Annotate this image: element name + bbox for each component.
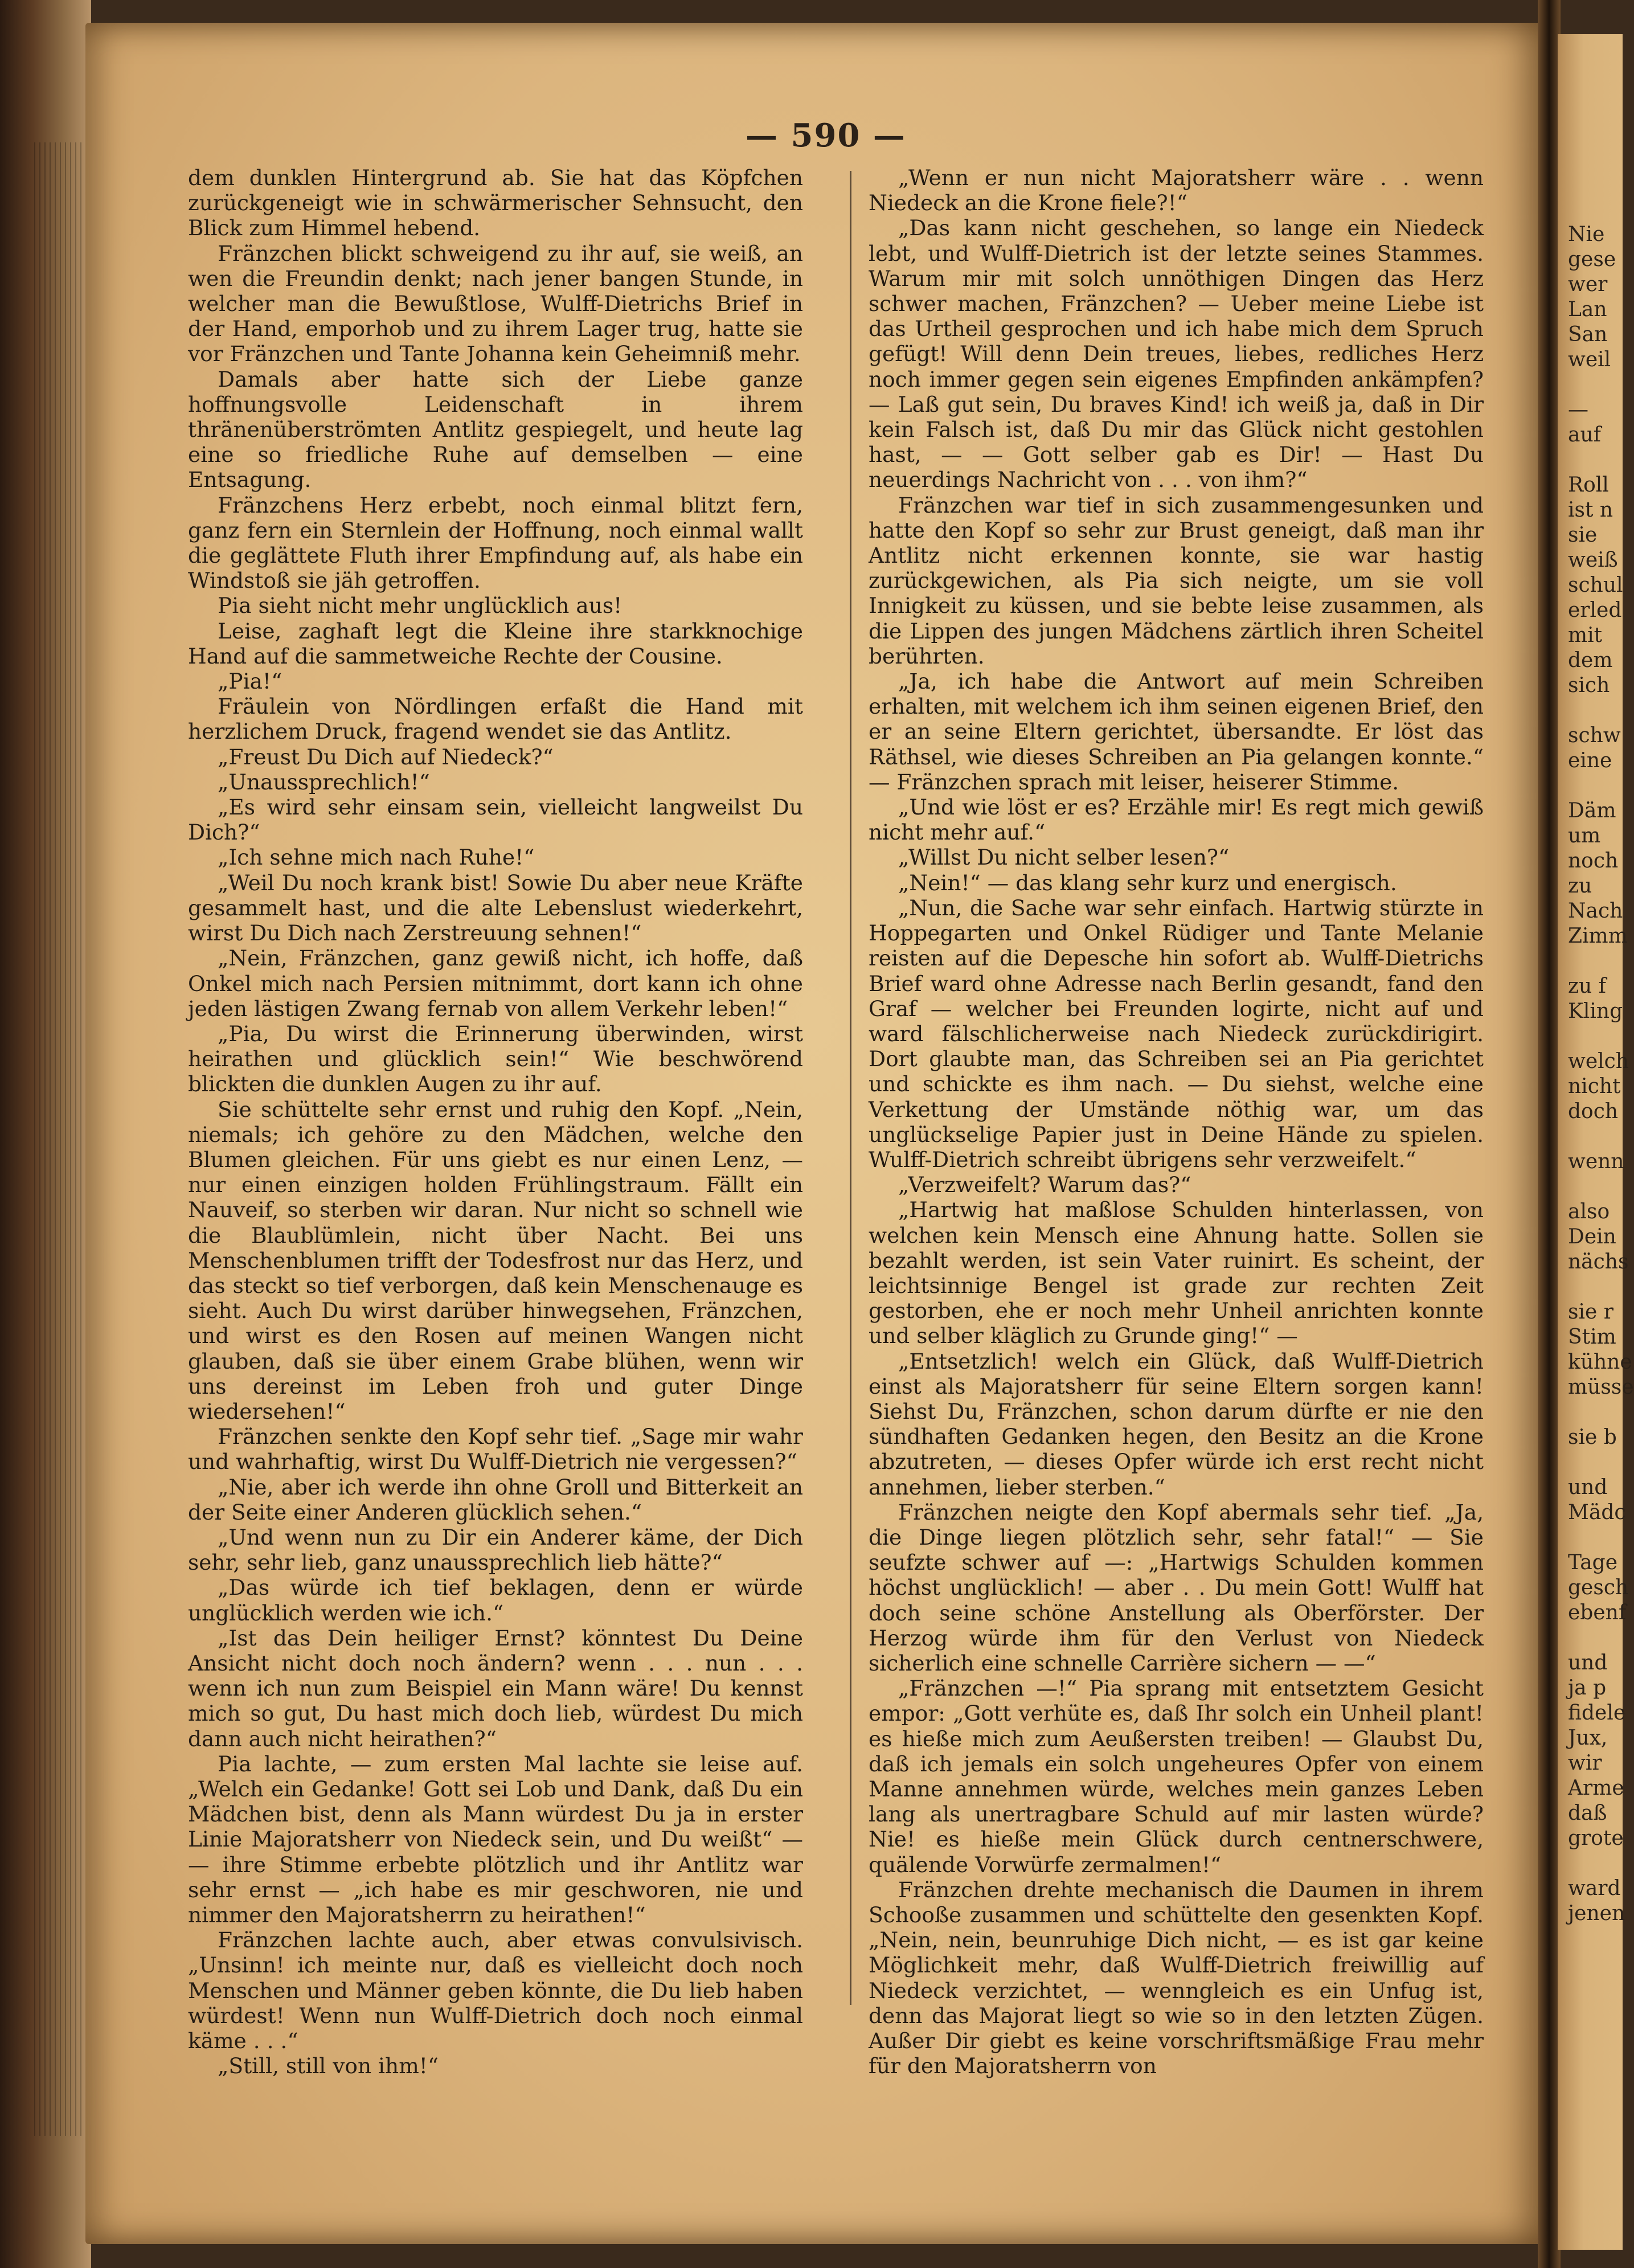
paragraph: „Pia!“ — [218, 669, 282, 694]
word-fragment: Nach — [1568, 899, 1623, 923]
word-fragment: sie — [1568, 523, 1598, 547]
word-fragment — [1568, 698, 1631, 723]
paragraph: Fränzchen senkte den Kopf sehr tief. „Sage mir wahr und wahrhaftig, wirst Du Wulff-Dietrich nie vergessen?“ — [188, 1424, 803, 1475]
word-fragment: Stim — [1568, 1325, 1616, 1349]
word-fragment: Däm — [1568, 799, 1616, 822]
word-fragment: Dein — [1568, 1225, 1616, 1248]
word-fragment: ja p — [1568, 1676, 1607, 1700]
word-fragment — [1568, 1626, 1631, 1651]
paragraph: Sie schüttelte sehr ernst und ruhig den Kopf. „Nein, niemals; ich gehöre zu den Mädchen, welche den Blumen gleichen. Für uns giebt es nur einen Lenz, — nur einen einzigen holden Frühlingstraum. Fällt ein Nauveif, so sterben wir daran. Nur nicht so schnell wie die Blaublümlein, nicht über Nacht. Bei uns Menschenblumen trifft der Todesfrost nur das Herz, und das steckt so tief verborgen, daß kein Menschenauge es sieht. Auch Du wirst darüber hinwegsehen, Fränzchen, und wirst es den Rosen auf meinen Wangen nicht glauben, daß sie über einem Grabe blühen, wenn wir uns dereinst im Leben froh und guter Dinge wiedersehen!“ — [188, 1096, 803, 1424]
word-fragment: — — [1568, 398, 1588, 421]
word-fragment — [1568, 949, 1631, 974]
word-fragment: daß — [1568, 1802, 1607, 1825]
word-fragment — [1568, 1450, 1631, 1475]
word-fragment — [1568, 1851, 1631, 1876]
word-fragment: Nie — [1568, 223, 1605, 246]
paragraph: „Pia, Du wirst die Erinnerung überwinden, wirst heirathen und glücklich sein!“ Wie beschwörend blickten die dunklen Augen zu ihr auf. — [188, 1021, 803, 1097]
paragraph: „Nein!“ — das klang sehr kurz und energisch. — [898, 870, 1397, 895]
paragraph: Pia sieht nicht mehr unglücklich aus! — [218, 593, 623, 619]
right-text-column — [869, 165, 1484, 2078]
paragraph: Fränzchen drehte mechanisch die Daumen in ihrem Schooße zusammen und schüttelte den gesenkten Kopf. „Nein, nein, beunruhige Dich nicht, — es ist gar keine Möglichkeit mehr, daß Wulff-Dietrich freiwillig auf Niedeck verzichtet, — wenngleich es ein Unfug ist, denn das Majorat liegt so wie so in den letzten Zügen. Außer Dir giebt es keine vorschriftsmäßige Frau mehr für den Majoratsherrn von — [869, 1877, 1484, 2079]
word-fragment: weiß — [1568, 548, 1618, 572]
paragraph: „Nun, die Sache war sehr einfach. Hartwig stürzte in Hoppegarten und Onkel Rüdiger und Tante Melanie reisten auf die Depesche hin sofort ab. Wulff-Dietrichs Brief ward ohne Adresse nach Berlin gesandt, fand den Graf — welcher bei Freunden logirte, nicht auf und ward fälschlicherweise nach Niedeck zurückdirigirt. Dort glaubte man, das Schreiben sei an Pia gerichtet und schickte es ihm nach. — Du siehst, welche eine Verkettung der Umstände nöthig war, um das unglückselige Papier just in Deine Hände zu spielen. Wulff-Dietrich schreibt übrigens sehr verzweifelt.“ — [869, 895, 1484, 1172]
paragraph: „Weil Du noch krank bist! Sowie Du aber neue Kräfte gesammelt hast, und die alte Lebenslust wiederkehrt, wirst Du Dich nach Zerstreuung sehnen!“ — [188, 870, 803, 946]
paragraph: „Nein, Fränzchen, ganz gewiß nicht, ich hoffe, daß Onkel mich nach Persien mitnimmt, dort kann ich ohne jeden lästigen Zwang fernab von allem Verkehr leben!“ — [188, 945, 803, 1021]
word-fragment: dem — [1568, 649, 1613, 672]
word-fragment: erled — [1568, 599, 1622, 622]
word-fragment: jenen — [1568, 1902, 1625, 1925]
paragraph: Fränzchens Herz erbebt, noch einmal blitzt fern, ganz fern ein Sternlein der Hoffnung, noch einmal wallt die geglättete Fluth ihrer Empfindung auf, als habe ein Windstoß sie jäh getroffen. — [188, 492, 803, 593]
column-divider — [850, 171, 851, 2005]
word-fragment: welch — [1568, 1050, 1629, 1073]
word-fragment: zu — [1568, 874, 1592, 898]
paragraph: „Das würde ich tief beklagen, denn er würde unglücklich werden wie ich.“ — [188, 1575, 803, 1626]
paragraph: Fränzchen lachte auch, aber etwas convulsivisch. „Unsinn! ich meinte nur, daß es vielleicht doch noch Menschen und Männer geben könnte, die Du lieb haben würdest! Wenn nun Wulff-Dietrich doch noch einmal käme . . .“ — [188, 1927, 803, 2054]
word-fragment: Mädc — [1568, 1501, 1626, 1524]
word-fragment: zu f — [1568, 975, 1606, 998]
paragraph: „Unaussprechlich!“ — [218, 769, 430, 795]
paragraph: Fräulein von Nördlingen erfaßt die Hand mit herzlichem Druck, fragend wendet sie das Antlitz. — [188, 694, 803, 744]
paragraph: „Fränzchen —!“ Pia sprang mit entsetztem Gesicht empor: „Gott verhüte es, daß Ihr solch ein Unheil plant! es hieße mich zum Aeußersten treiben! — Glaubst Du, daß ich jemals ein solch ungeheures Opfer von einem Manne annehmen würde, welches mein ganzes Leben lang als unertragbare Schuld auf mir lasten würde? Nie! es hieße mein Glück durch centnerschwere, quälende Vorwürfe zermalmen!“ — [869, 1676, 1484, 1877]
word-fragment — [1568, 1525, 1631, 1550]
paragraph: „Nie, aber ich werde ihn ohne Groll und Bitterkeit an der Seite einer Anderen glücklich sehen.“ — [188, 1474, 803, 1525]
paragraph: Leise, zaghaft legt die Kleine ihre starkknochige Hand auf die sammetweiche Rechte der Cousine. — [188, 618, 803, 669]
next-page-fragments — [1568, 222, 1634, 1926]
paragraph: „Das kann nicht geschehen, so lange ein Niedeck lebt, und Wulff-Dietrich ist der letzte seines Stammes. Warum mir mit solch unnöthigen Dingen das Herz schwer machen, Fränzchen? — Ueber meine Liebe ist das Urtheil gesprochen und ich habe mich dem Spruch gefügt! Will denn Dein treues, liebes, redliches Herz noch immer gegen sein eigenes Empfinden ankämpfen? — Laß gut sein, Du braves Kind! ich weiß ja, daß in Dir kein Falsch ist, daß Du mir das Glück nicht gestohlen hast, — — Gott selber gab es Dir! — Hast Du neuerdings Nachricht von . . . von ihm?“ — [869, 215, 1484, 493]
word-fragment: sie b — [1568, 1426, 1617, 1449]
word-fragment — [1568, 372, 1631, 398]
word-fragment: müsse — [1568, 1375, 1634, 1399]
paragraph: „Ich sehne mich nach Ruhe!“ — [218, 845, 535, 870]
next-page-edge — [1558, 34, 1634, 2250]
word-fragment — [1568, 1024, 1631, 1049]
word-fragment: fidele — [1568, 1701, 1626, 1725]
word-fragment: Roll — [1568, 473, 1609, 497]
paragraph: „Freust Du Dich auf Niedeck?“ — [218, 744, 554, 769]
word-fragment: Zimm — [1568, 924, 1628, 948]
word-fragment: nicht — [1568, 1075, 1621, 1098]
word-fragment: doch — [1568, 1100, 1619, 1123]
word-fragment — [1568, 773, 1631, 799]
paragraph: „Wenn er nun nicht Majoratsherr wäre . . wenn Niedeck an die Krone fiele?!“ — [869, 165, 1484, 216]
word-fragment: nächs — [1568, 1250, 1629, 1274]
paragraph: „Ja, ich habe die Antwort auf mein Schreiben erhalten, mit welchem ich ihm seinen eigenen Brief, den er an seine Eltern gerichtet, übersandte. Er löst das Räthsel, wie dieses Schreiben an Pia gelangen konnte.“ — Fränzchen sprach mit leiser, heiserer Stimme. — [869, 669, 1484, 795]
paragraph: „Es wird sehr einsam sein, vielleicht langweilst Du Dich?“ — [188, 795, 803, 845]
word-fragment: noch — [1568, 849, 1619, 873]
paragraph: Fränzchen war tief in sich zusammengesunken und hatte den Kopf so sehr zur Brust geneigt, daß man ihr Antlitz nicht erkennen konnte, sie war hastig zurückgewichen, als Pia sich neigte, um sie voll Innigkeit zu küssen, und sie bebte leise zusammen, als die Lippen des jungen Mädchens zärtlich ihren Scheitel berührten. — [869, 492, 1484, 669]
paragraph: „Still, still von ihm!“ — [218, 2053, 439, 2079]
word-fragment: ebenf — [1568, 1601, 1627, 1624]
paragraph: „Verzweifelt? Warum das?“ — [898, 1172, 1191, 1198]
word-fragment: schul — [1568, 574, 1623, 597]
book-gutter — [1538, 0, 1561, 2268]
word-fragment: eine — [1568, 749, 1612, 772]
page-number: — 590 — — [746, 117, 906, 154]
word-fragment: also — [1568, 1200, 1610, 1223]
paragraph: „Willst Du nicht selber lesen?“ — [898, 845, 1230, 870]
word-fragment: um — [1568, 824, 1601, 848]
word-fragment: und — [1568, 1476, 1608, 1499]
word-fragment: schw — [1568, 724, 1621, 747]
paragraph: „Entsetzlich! welch ein Glück, daß Wulff-Dietrich einst als Majoratsherr für seine Eltern sorgen kann! Siehst Du, Fränzchen, schon darum dürfte er nie den sündhaften Gedanken hegen, den Besitz an die Krone abzutreten, — dieses Opfer würde ich erst recht nicht annehmen, lieber sterben.“ — [869, 1348, 1484, 1500]
word-fragment — [1568, 1124, 1631, 1149]
left-text-column — [188, 165, 803, 2078]
word-fragment: Lan — [1568, 298, 1607, 321]
word-fragment: wer — [1568, 273, 1608, 296]
paragraph: Damals aber hatte sich der Liebe ganze hoffnungsvolle Leidenschaft in ihrem thränenüberströmten Antlitz gespiegelt, und heute lag eine so friedliche Ruhe auf demselben — eine Entsagung. — [188, 366, 803, 493]
word-fragment: weil — [1568, 348, 1611, 371]
word-fragment: ward — [1568, 1877, 1621, 1900]
book-binding — [0, 0, 91, 2268]
paragraph: Pia lachte, — zum ersten Mal lachte sie leise auf. „Welch ein Gedanke! Gott sei Lob und Dank, daß Du ein Mädchen bist, denn als Mann würdest Du ja in erster Linie Majoratsherr von Niedeck sein, und Du weißt“ — — ihre Stimme erbebte plötzlich und ihr Antlitz war sehr ernst — „ich habe es mir geschworen, nie und nimmer den Majoratsherrn zu heirathen!“ — [188, 1751, 803, 1928]
word-fragment: sich — [1568, 674, 1610, 697]
paragraph: Fränzchen blickt schweigend zu ihr auf, sie weiß, an wen die Freundin denkt; nach jener bangen Stunde, in welcher man die Bewußtlose, Wulff-Dietrichs Brief in der Hand, emporhob und zu ihrem Lager trug, hatte sie vor Fränzchen und Tante Johanna kein Geheimniß mehr. — [188, 240, 803, 367]
word-fragment — [1568, 1400, 1631, 1425]
word-fragment: mit — [1568, 624, 1603, 647]
word-fragment — [1568, 1275, 1631, 1300]
word-fragment: ist n — [1568, 498, 1613, 522]
word-fragment — [1568, 1174, 1631, 1199]
paragraph: Fränzchen neigte den Kopf abermals sehr tief. „Ja, die Dinge liegen plötzlich sehr, sehr fatal!“ — Sie seufzte schwer auf —: „Hartwigs Schulden kommen höchst unglücklich! — aber . . Du mein Gott! Wulff hat doch seine schöne Anstellung als Oberförster. Der Herzog würde ihm für den Verlust von Niedeck sicherlich eine schnelle Carrière sichern — —“ — [869, 1499, 1484, 1676]
word-fragment: Arme — [1568, 1776, 1624, 1800]
word-fragment: grote — [1568, 1827, 1624, 1850]
page-edges — [34, 142, 85, 2136]
word-fragment: wenn — [1568, 1150, 1624, 1173]
word-fragment: auf — [1568, 423, 1601, 447]
word-fragment: sie r — [1568, 1300, 1613, 1324]
word-fragment: Jux, — [1568, 1726, 1608, 1750]
paragraph: „Und wenn nun zu Dir ein Anderer käme, der Dich sehr, sehr lieb, ganz unaussprechlich lieb hätte?“ — [188, 1524, 803, 1575]
paragraph: „Und wie löst er es? Erzähle mir! Es regt mich gewiß nicht mehr auf.“ — [869, 795, 1484, 845]
word-fragment: wir — [1568, 1751, 1602, 1775]
paragraph: „Hartwig hat maßlose Schulden hinterlassen, von welchen kein Mensch eine Ahnung hatte. Sollen sie bezahlt werden, ist sein Vater ruinirt. Es scheint, der leichtsinnige Bengel ist grade zur rechten Zeit gestorben, ehe er noch mehr Unheil anrichten konnte und selber kläglich zu Grunde ging!“ — — [869, 1197, 1484, 1349]
word-fragment: gesch — [1568, 1576, 1629, 1599]
word-fragment: San — [1568, 323, 1608, 346]
word-fragment — [1568, 448, 1631, 473]
word-fragment: und — [1568, 1651, 1608, 1675]
paragraph: dem dunklen Hintergrund ab. Sie hat das Köpfchen zurückgeneigt wie in schwärmerischer Sehnsucht, den Blick zum Himmel hebend. — [188, 165, 803, 241]
word-fragment: Tage — [1568, 1551, 1618, 1574]
paragraph: „Ist das Dein heiliger Ernst? könntest Du Deine Ansicht nicht doch noch ändern? wenn . . . nun . . . wenn ich nun zum Beispiel ein Mann wäre! Du kennst mich so gut, Du hast mich doch lieb, würdest Du mich dann auch nicht heirathen?“ — [188, 1625, 803, 1751]
word-fragment: kühne — [1568, 1350, 1632, 1374]
word-fragment: Kling — [1568, 1000, 1623, 1023]
word-fragment: gese — [1568, 248, 1616, 271]
